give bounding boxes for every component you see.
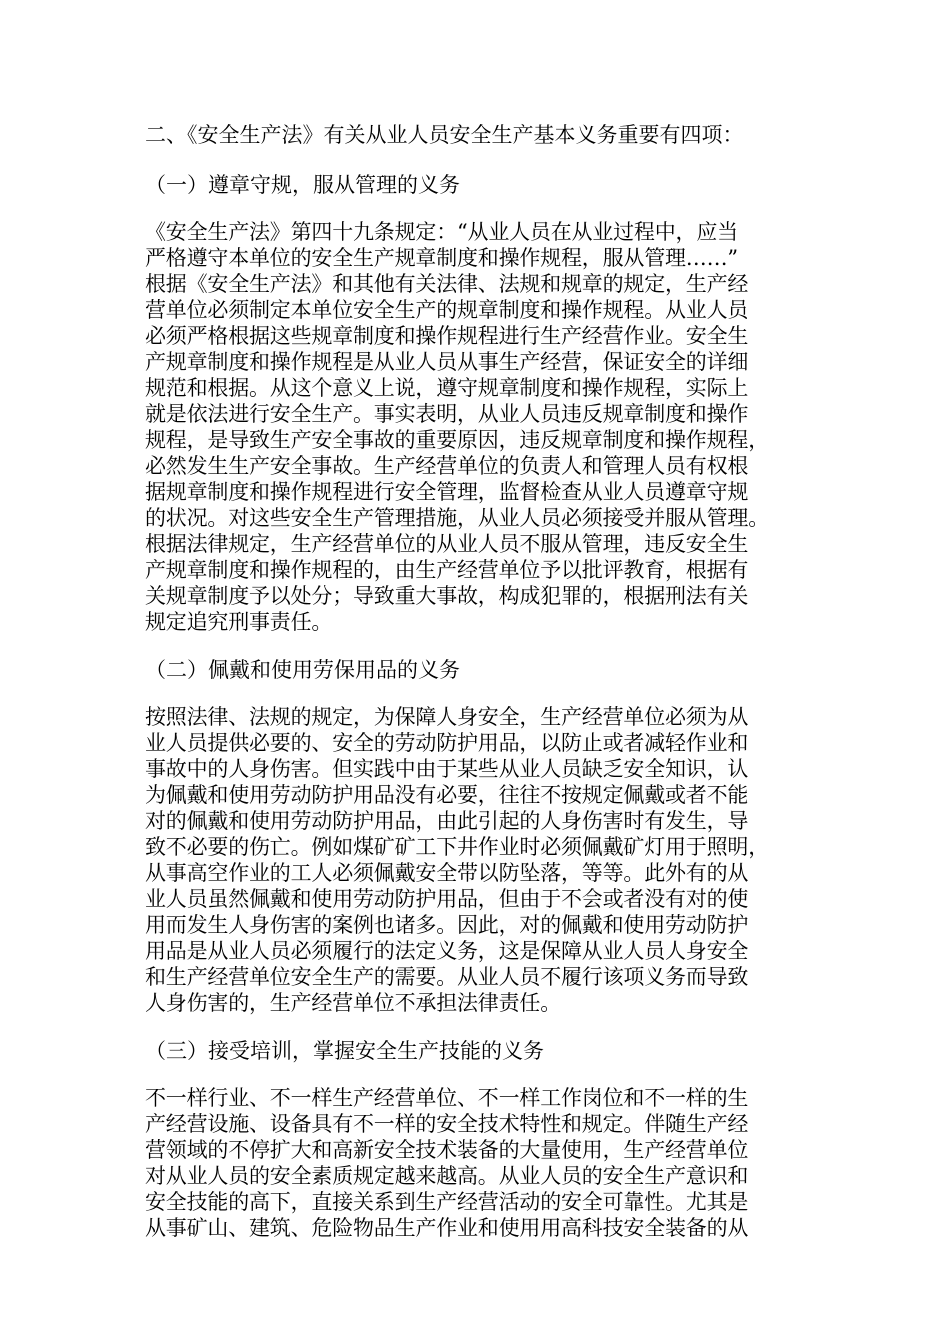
section-heading-1: （一）遵章守规，服从管理的义务 (145, 173, 460, 197)
paragraph-line: 为佩戴和使用劳动防护用品没有必要，往往不按规定佩戴或者不能 (145, 783, 749, 807)
paragraph-line: 根据法律规定，生产经营单位的从业人员不服从管理，违反安全生 (145, 532, 749, 556)
paragraph-line: 对从业人员的安全素质规定越来越高。从业人员的安全生产意识和 (145, 1164, 749, 1188)
section-heading-2: （二）佩戴和使用劳保用品的义务 (145, 658, 460, 682)
paragraph-line: 规定追究刑事责任。 (145, 610, 333, 634)
paragraph-line: 安全技能的高下，直接关系到生产经营活动的安全可靠性。尤其是 (145, 1190, 749, 1214)
paragraph-line: 产规章制度和操作规程是从业人员从事生产经营，保证安全的详细 (145, 350, 749, 374)
paragraph-line: 业人员提供必要的、安全的劳动防护用品，以防止或者减轻作业和 (145, 731, 749, 755)
paragraph-line: 和生产经营单位安全生产的需要。从业人员不履行该项义务而导致 (145, 965, 749, 989)
paragraph-line: 事故中的人身伤害。但实践中由于某些从业人员缺乏安全知识，认 (145, 757, 749, 781)
section-paragraph-3 (145, 1085, 825, 1241)
paragraph-line: 规范和根据。从这个意义上说，遵守规章制度和操作规程，实际上 (145, 376, 749, 400)
paragraph-line: 必须严格根据这些规章制度和操作规程进行生产经营作业。安全生 (145, 324, 749, 348)
paragraph-line: 业人员虽然佩戴和使用劳动防护用品，但由于不会或者没有对的使 (145, 887, 749, 911)
paragraph-line: 不一样行业、不一样生产经营单位、不一样工作岗位和不一样的生 (145, 1086, 749, 1110)
paragraph-line: 营领域的不停扩大和高新安全技术装备的大量使用，生产经营单位 (145, 1138, 749, 1162)
paragraph-line: 用而发生人身伤害的案例也诸多。因此，对的佩戴和使用劳动防护 (145, 913, 749, 937)
paragraph-line: 对的佩戴和使用劳动防护用品，由此引起的人身伤害时有发生，导 (145, 809, 749, 833)
paragraph-line: 根据《安全生产法》和其他有关法律、法规和规章的规定，生产经 (145, 272, 749, 296)
paragraph-line: 就是依法进行安全生产。事实表明，从业人员违反规章制度和操作 (145, 402, 749, 426)
paragraph-line: 规程，是导致生产安全事故的重要原因，违反规章制度和操作规程， (145, 428, 769, 452)
paragraph-line: 营单位必须制定本单位安全生产的规章制度和操作规程。从业人员 (145, 298, 749, 322)
main-heading: 二、《安全生产法》有关从业人员安全生产基本义务重要有四项： (145, 123, 744, 147)
paragraph-line: 致不必要的伤亡。例如煤矿矿工下井作业时必须佩戴矿灯用于照明， (145, 835, 769, 859)
paragraph-line: 严格遵守本单位的安全生产规章制度和操作规程，服从管理……” (145, 246, 738, 270)
section-heading-3: （三）接受培训，掌握安全生产技能的义务 (145, 1039, 544, 1063)
section-paragraph-2 (145, 704, 825, 1016)
paragraph-line: 关规章制度予以处分；导致重大事故，构成犯罪的，根据刑法有关 (145, 584, 749, 608)
paragraph-line: 必然发生生产安全事故。生产经营单位的负责人和管理人员有权根 (145, 454, 749, 478)
paragraph-line: 据规章制度和操作规程进行安全管理，监督检查从业人员遵章守规 (145, 480, 749, 504)
document-body (145, 120, 825, 1261)
paragraph-line: 按照法律、法规的规定，为保障人身安全，生产经营单位必须为从 (145, 705, 749, 729)
paragraph-line: 的状况。对这些安全生产管理措施，从业人员必须接受并服从管理。 (145, 506, 769, 530)
paragraph-line: 《安全生产法》第四十九条规定：“从业人员在从业过程中，应当 (145, 220, 738, 244)
paragraph-line: 产规章制度和操作规程的，由生产经营单位予以批评教育，根据有 (145, 558, 749, 582)
paragraph-line: 人身伤害的，生产经营单位不承担法律责任。 (145, 991, 561, 1015)
paragraph-line: 从事高空作业的工人必须佩戴安全带以防坠落，等等。此外有的从 (145, 861, 749, 885)
paragraph-line: 从事矿山、建筑、危险物品生产作业和使用用高科技安全装备的从 (145, 1216, 749, 1240)
paragraph-line: 产经营设施、设备具有不一样的安全技术特性和规定。伴随生产经 (145, 1112, 749, 1136)
section-paragraph-1 (145, 219, 825, 635)
paragraph-line: 用品是从业人员必须履行的法定义务，这是保障从业人员人身安全 (145, 939, 749, 963)
